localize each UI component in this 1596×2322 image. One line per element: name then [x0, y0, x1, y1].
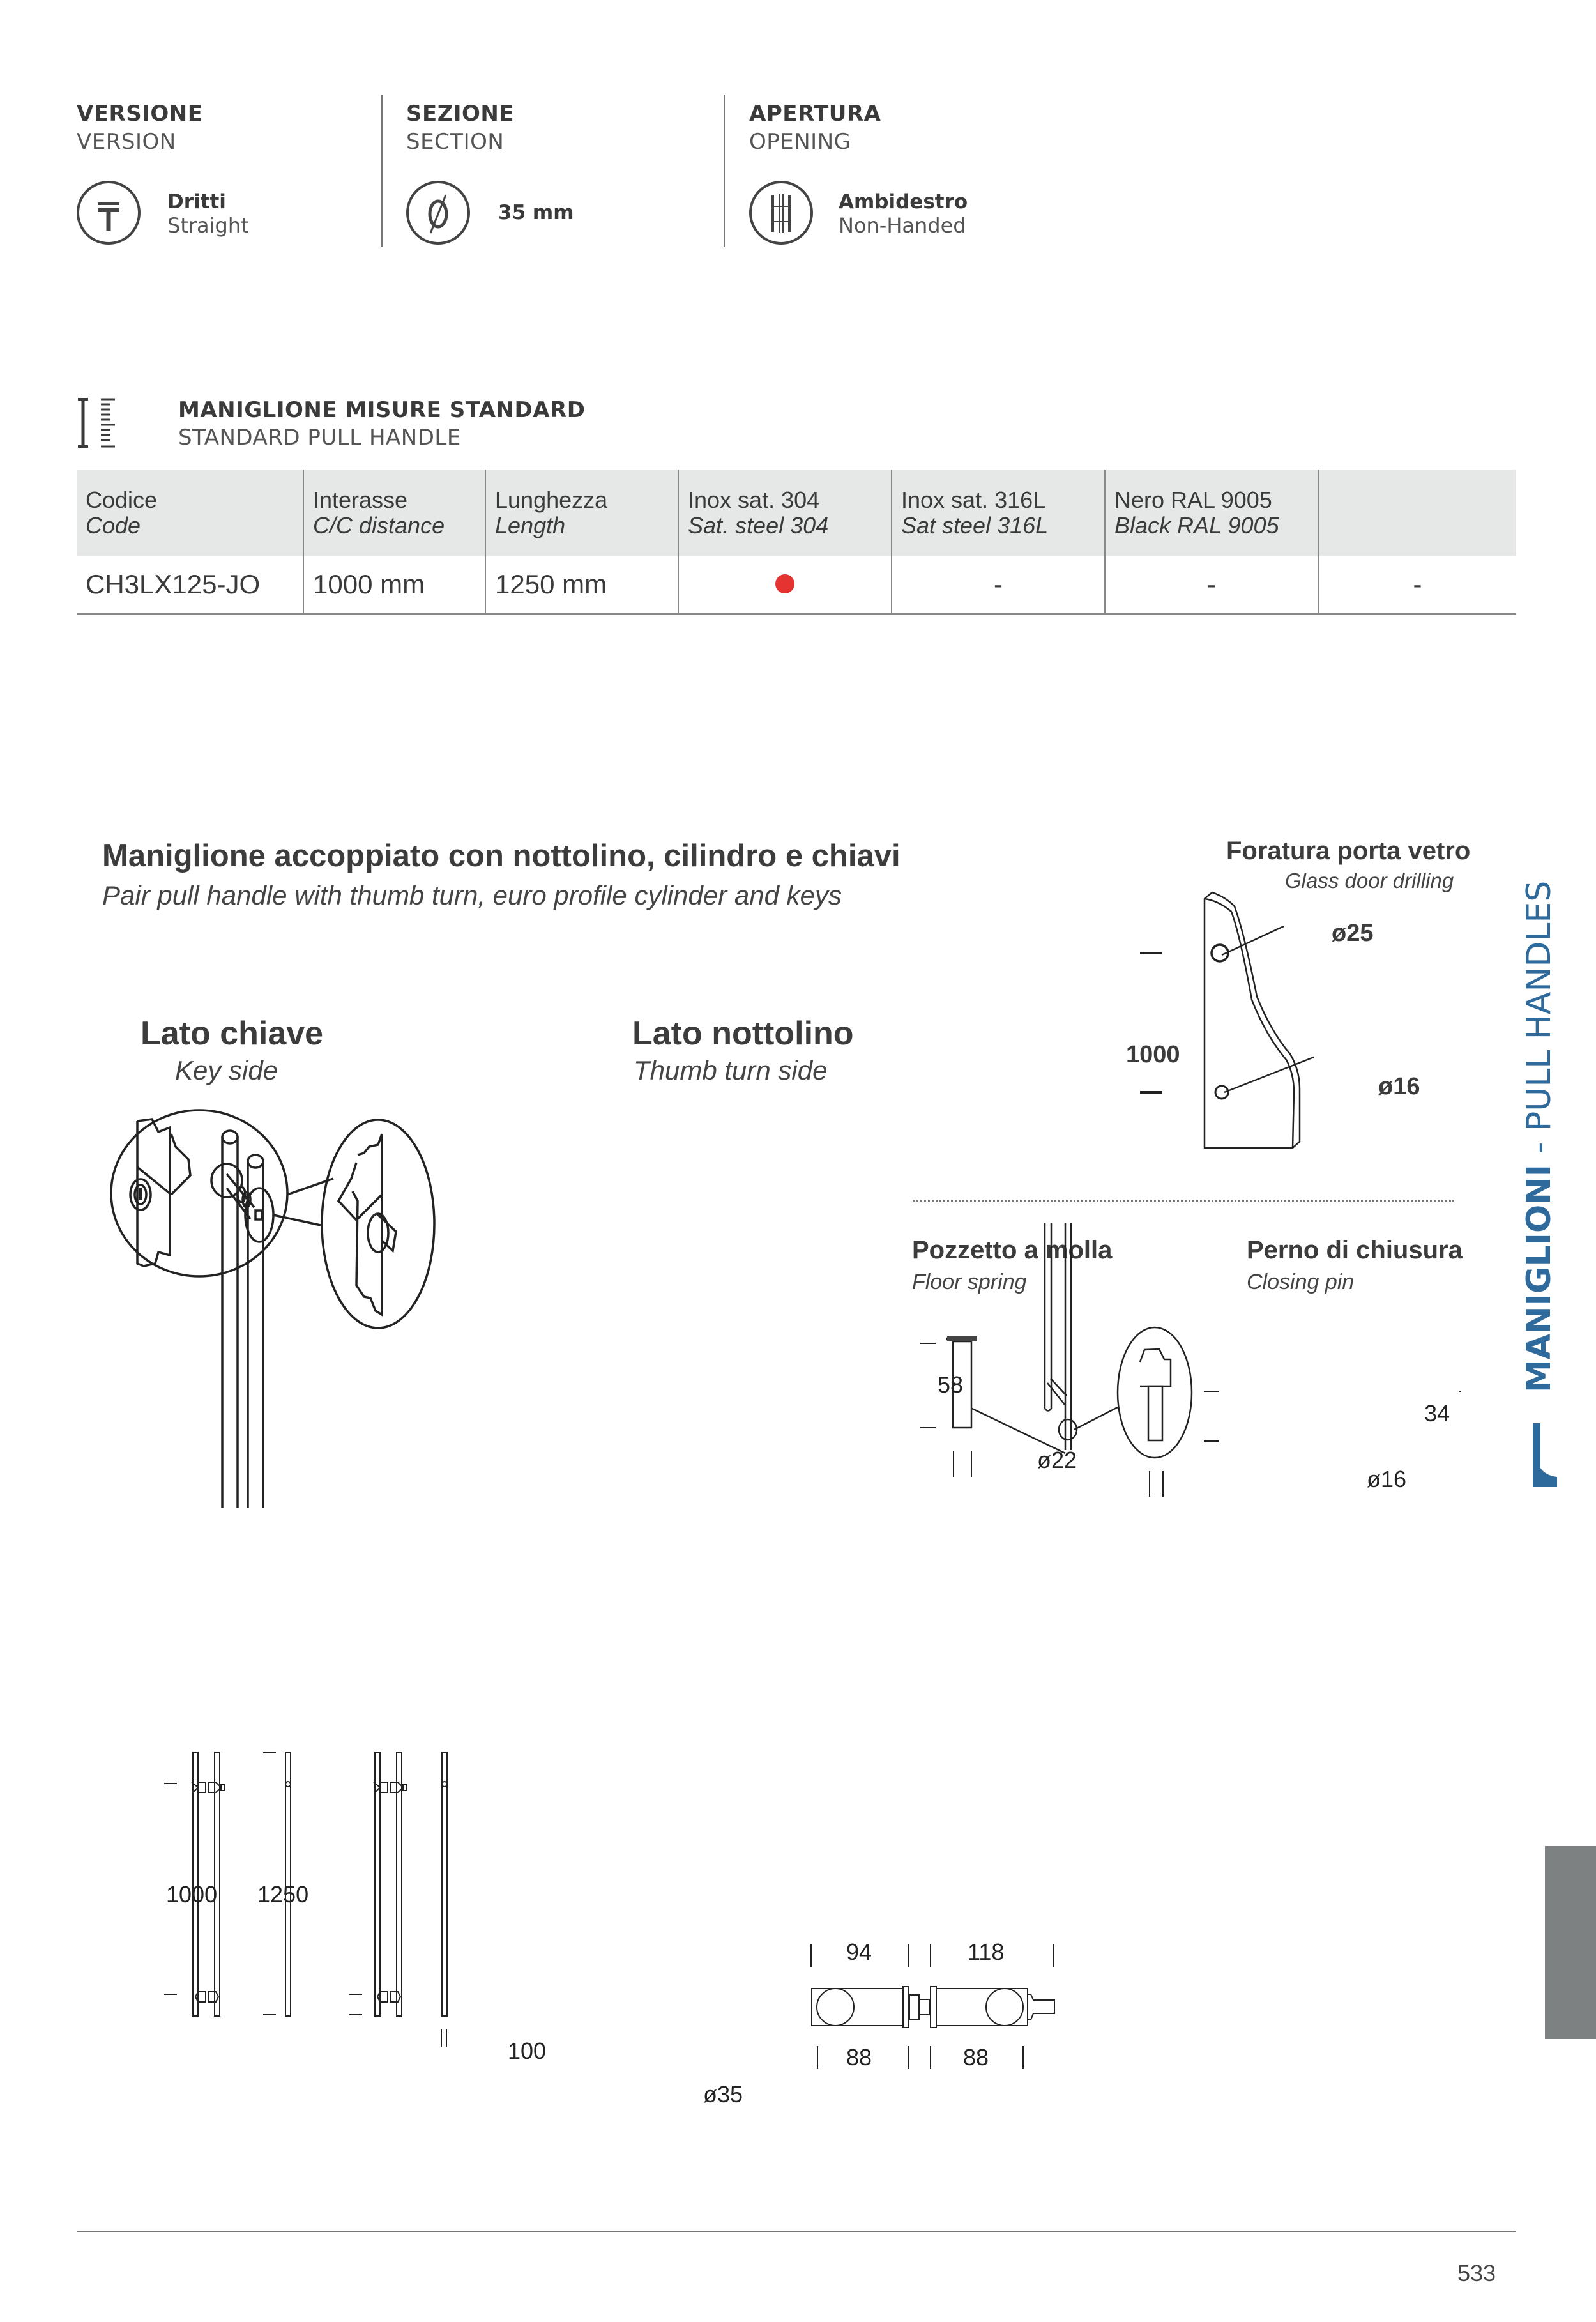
version-label-en: VERSION: [77, 129, 176, 155]
version-value-en: Straight: [167, 213, 249, 238]
cylinder-technical-drawing: [786, 1916, 1073, 2082]
closing-pin-title-en: Closing pin: [1247, 1270, 1355, 1294]
side-category-label: MANIGLIONI - PULL HANDLES: [1520, 880, 1558, 1393]
col-header-cc: Interasse C/C distance: [303, 470, 485, 556]
drawing-offset: 100: [508, 2038, 547, 2064]
standard-title-it: MANIGLIONE MISURE STANDARD: [178, 397, 586, 423]
section-value: 35 mm: [498, 201, 574, 224]
ruler-measure-icon: [78, 398, 130, 449]
straight-t-icon: [77, 181, 141, 245]
table-header-row: [77, 470, 1516, 556]
key-side-label-en: Key side: [175, 1055, 278, 1085]
col-header-inox304: Inox sat. 304 Sat. steel 304: [678, 470, 892, 556]
brand-logo-icon: [1533, 1423, 1557, 1487]
cylinder-bottom-left: 88: [846, 2044, 872, 2070]
opening-value-en: Non-Handed: [839, 213, 966, 238]
header-divider: [724, 95, 725, 247]
col-header-inox316: Inox sat. 316L Sat steel 316L: [892, 470, 1105, 556]
col-header-code: Codice Code: [77, 470, 303, 556]
cylinder-top-right: 118: [968, 1939, 1005, 1965]
closing-pin-diameter: ø16: [1367, 1466, 1407, 1492]
thumb-side-label-it: Lato nottolino: [632, 1015, 854, 1052]
cylinder-top-left: 94: [846, 1939, 872, 1965]
pair-title-en: Pair pull handle with thumb turn, euro profile cylinder and keys: [102, 880, 842, 910]
dotted-separator: [913, 1200, 1454, 1202]
diameter-icon: [406, 181, 470, 245]
closing-pin-title-it: Perno di chiusura: [1247, 1236, 1463, 1264]
cell-cc: 1000 mm: [303, 556, 485, 615]
drawing-tube-diameter: ø35: [703, 2081, 743, 2107]
spec-table: [77, 470, 1516, 615]
opening-value-it: Ambidestro: [839, 190, 968, 213]
opening-label-it: APERTURA: [749, 101, 881, 126]
floor-spring-diameter: ø22: [1037, 1447, 1077, 1473]
key-side-label-it: Lato chiave: [141, 1015, 324, 1052]
drilling-title-en: Glass door drilling: [1285, 869, 1454, 892]
cell-code: CH3LX125-JO: [77, 556, 303, 615]
section-label-en: SECTION: [406, 129, 505, 155]
version-value-it: Dritti: [167, 190, 226, 213]
version-label-it: VERSIONE: [77, 101, 203, 126]
cell-black: -: [1105, 556, 1318, 615]
drilling-hole-bottom: ø16: [1378, 1073, 1420, 1100]
floor-spring-drawing: [894, 1214, 1469, 1501]
page-number: 533: [1457, 2260, 1496, 2286]
drilling-hole-top: ø25: [1332, 920, 1374, 947]
col-header-extra: [1318, 470, 1516, 556]
section-label-it: SEZIONE: [406, 101, 515, 126]
handle-technical-drawing: [147, 1725, 754, 2121]
footer-divider: [77, 2231, 1516, 2232]
thumb-side-label-en: Thumb turn side: [634, 1055, 828, 1085]
floor-spring-height: 58: [938, 1371, 964, 1398]
col-header-black: Nero RAL 9005 Black RAL 9005: [1105, 470, 1318, 556]
drawing-length: 1250: [257, 1881, 309, 1907]
pair-title-it: Maniglione accoppiato con nottolino, cilindro e chiavi: [102, 839, 901, 873]
col-header-length: Lunghezza Length: [485, 470, 678, 556]
header-divider: [381, 95, 383, 247]
cell-length: 1250 mm: [485, 556, 678, 615]
cell-inox304: [678, 556, 892, 615]
standard-title-en: STANDARD PULL HANDLE: [178, 425, 461, 450]
cell-inox316: -: [892, 556, 1105, 615]
section-color-tab: [1545, 1846, 1596, 2039]
drawing-cc-distance: 1000: [166, 1881, 218, 1907]
cell-extra: -: [1318, 556, 1516, 615]
cylinder-bottom-right: 88: [963, 2044, 989, 2070]
closing-pin-height: 34: [1424, 1400, 1450, 1426]
floor-spring-title-en: Floor spring: [912, 1270, 1027, 1294]
drilling-title-it: Foratura porta vetro: [1226, 837, 1471, 865]
opening-label-en: OPENING: [749, 129, 851, 155]
drilling-distance: 1000: [1126, 1041, 1180, 1068]
floor-spring-title-it: Pozzetto a molla: [912, 1236, 1113, 1264]
pair-handle-illustration: [102, 1099, 869, 1508]
available-dot-icon: [775, 574, 794, 593]
table-row: [77, 556, 1516, 615]
non-handed-icon: [749, 181, 813, 245]
